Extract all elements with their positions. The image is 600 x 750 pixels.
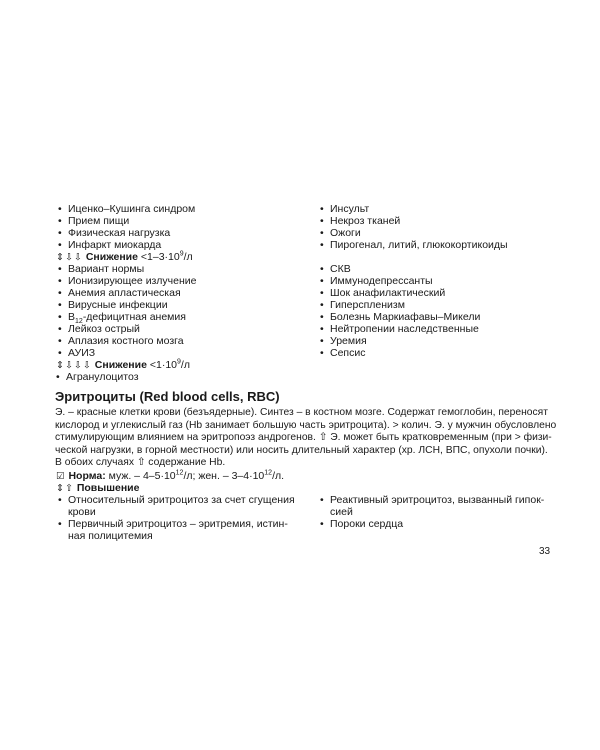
trend-arrows-icon: ⇕⇩⇩⇩: [56, 360, 92, 371]
list-item: • Болезнь Маркиафавы–Микели: [330, 311, 480, 323]
list-item: • Иммунодепрессанты: [330, 275, 433, 287]
trend-arrows-icon: ⇕⇧: [56, 483, 74, 494]
list-item: • Иценко–Кушинга синдром: [68, 203, 195, 215]
norm-line: ☑ Норма: муж. – $4-5\cdot 10^{12}/л$; жен. – $3-4\cdot 10^{12}/л$.: [56, 469, 285, 482]
list-item: • АУИЗ: [68, 347, 95, 359]
increase-label: Повышение: [76, 482, 140, 494]
list-item: • Реактивный эритроцитоз, вызванный гипок-: [330, 494, 544, 506]
section-title: Эритроциты (Red blood cells, RBC): [55, 389, 280, 404]
list-item: • Аплазия костного мозга: [68, 335, 184, 347]
list-item: • Прием пищи: [68, 215, 129, 227]
list-item: • $B_{12}$-дефицитная анемия: [68, 311, 186, 323]
list-item: • Агранулоцитоз: [66, 371, 139, 383]
list-item: • Уремия: [330, 335, 367, 347]
list-item: • Шок анафилактический: [330, 287, 445, 299]
list-item: • Физическая нагрузка: [68, 227, 170, 239]
list-item-continuation: крови: [68, 506, 96, 518]
paragraph-line: ческой нагрузки, в горной местности) или носить длительный характер (хр. ЛСН, ВПС, опухоли почки).: [55, 444, 548, 456]
list-item: • Вариант нормы: [68, 263, 144, 275]
norm-label: Норма:: [68, 470, 106, 482]
list-item: • Инсульт: [330, 203, 369, 215]
list-item: • Лейкоз острый: [68, 323, 140, 335]
list-item: • Ожоги: [330, 227, 361, 239]
list-item: • Первичный эритроцитоз – эритремия, истин-: [68, 518, 288, 530]
list-item: • СКВ: [330, 263, 351, 275]
paragraph-line: стимулирующим влиянием на эритропоэз андрогенов. ⇧ Э. может быть кратковременным (при > физи-: [55, 432, 552, 443]
list-item: • Анемия апластическая: [68, 287, 181, 299]
list-item: • Сепсис: [330, 347, 365, 359]
paragraph-line: кислород и углекислый газ (Hb занимает большую часть эритроцита). > колич. Э. у мужчин обусловлено: [55, 419, 557, 431]
paragraph-line: В обоих случаях ⇧ содержание Hb.: [55, 457, 226, 468]
trend-arrows-icon: ⇕⇩⇩: [56, 252, 83, 263]
list-item: • Некроз тканей: [330, 215, 400, 227]
decrease-label: Снижение: [85, 251, 138, 263]
list-item-continuation: сией: [330, 506, 353, 518]
page-number: 33: [539, 546, 551, 557]
list-item: • Нейтропении наследственные: [330, 323, 479, 335]
list-item: • Гиперспленизм: [330, 299, 405, 311]
list-item: • Относительный эритроцитоз за счет сгущения: [68, 494, 295, 506]
list-item-continuation: ная полицитемия: [68, 530, 153, 542]
list-item: • Пороки сердца: [330, 518, 403, 530]
list-item: • Пирогенал, литий, глюкокортикоиды: [330, 239, 508, 251]
decrease-value: $<1\cdot 10^9/л$: [149, 358, 190, 371]
decrease-label: Снижение: [94, 359, 147, 371]
paragraph-line: Э. – красные клетки крови (безъядерные). Синтез – в костном мозге. Содержат гемоглобин, переносят: [55, 407, 548, 418]
list-item: • Инфаркт миокарда: [68, 239, 161, 251]
decrease-value: $<1-3\cdot 10^9/л$: [140, 250, 193, 263]
list-item: • Вирусные инфекции: [68, 299, 168, 311]
checkbox-icon: ☑: [56, 471, 66, 482]
list-item: • Ионизирующее излучение: [68, 275, 196, 287]
